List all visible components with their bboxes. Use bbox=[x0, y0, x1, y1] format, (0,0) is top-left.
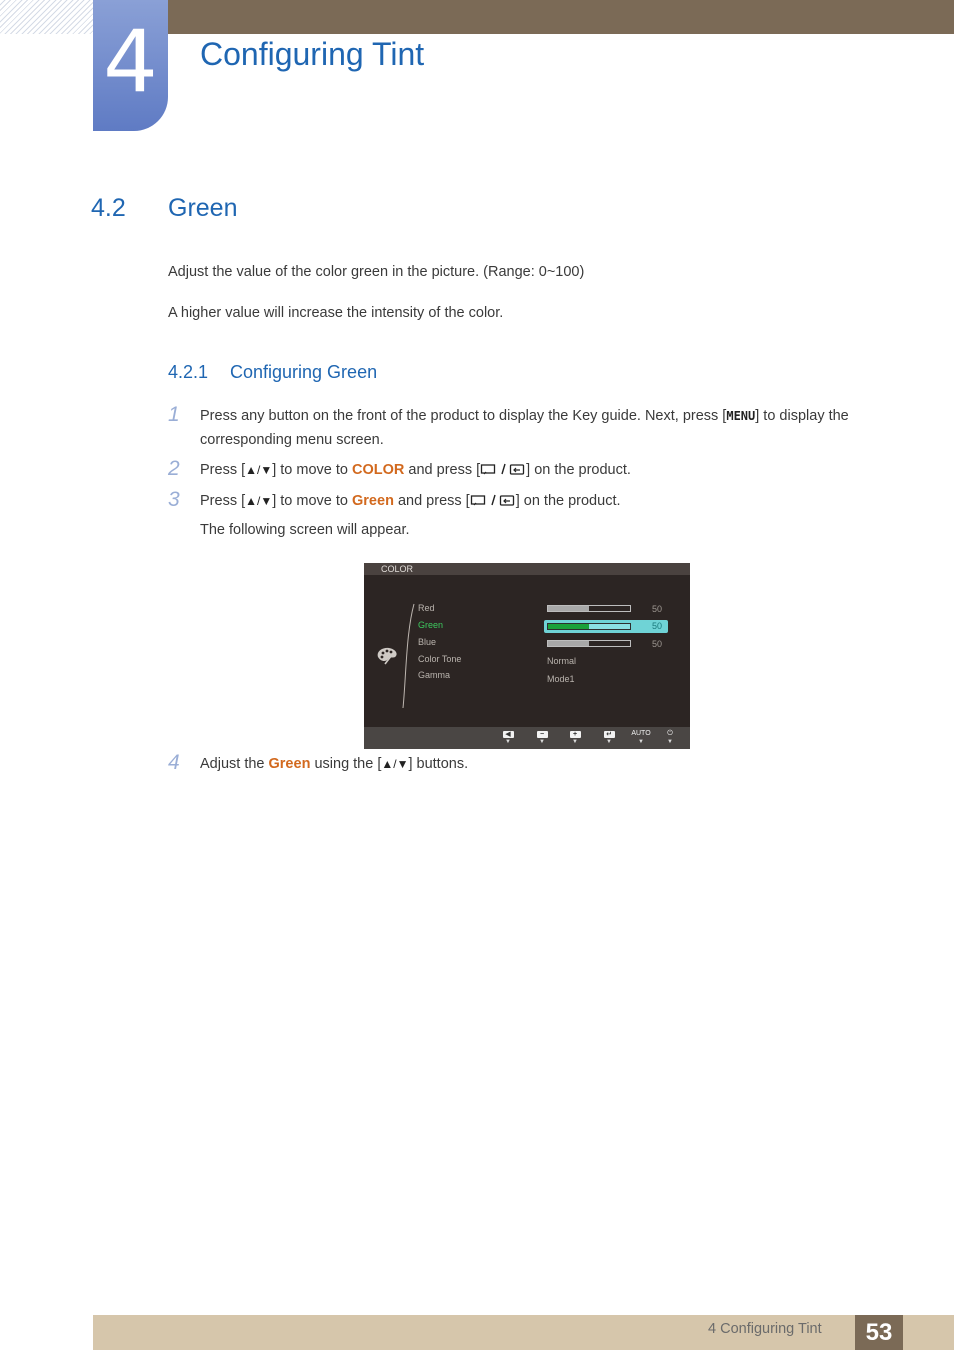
section-number: 4.2 bbox=[91, 194, 126, 222]
osd-left-button[interactable] bbox=[501, 729, 515, 747]
step-text bbox=[200, 458, 890, 482]
step-note: The following screen will appear. bbox=[200, 522, 410, 538]
blue-slider[interactable] bbox=[547, 640, 631, 647]
header-band bbox=[168, 0, 954, 34]
up-down-arrows-icon: ▲/▼ bbox=[245, 463, 273, 477]
step-text-part: Press [ bbox=[200, 493, 246, 509]
minus-icon: − bbox=[537, 731, 548, 738]
menu-target-label: Green bbox=[352, 493, 394, 509]
osd-menu-item-green[interactable]: Green bbox=[418, 620, 444, 630]
osd-menu-item-red[interactable]: Red bbox=[418, 603, 435, 613]
intro-paragraph-1: Adjust the value of the color green in the picture. (Range: 0~100) bbox=[168, 264, 585, 280]
osd-menu-item-color-tone[interactable]: Color Tone bbox=[418, 654, 462, 664]
down-marker-icon: ▼ bbox=[606, 739, 612, 745]
step-text-part: ] to move to bbox=[272, 493, 353, 509]
osd-menu-item-gamma[interactable]: Gamma bbox=[418, 670, 451, 680]
red-value: 50 bbox=[652, 604, 663, 614]
step-text-part: ] on the product. bbox=[515, 493, 621, 509]
menu-target-label: Green bbox=[268, 756, 311, 772]
red-slider-fill bbox=[548, 606, 589, 611]
red-slider[interactable] bbox=[547, 605, 631, 612]
step-text-part: ] buttons. bbox=[408, 756, 469, 772]
enter-icon: ↵ bbox=[604, 731, 615, 738]
step-text bbox=[200, 489, 890, 513]
osd-title: COLOR bbox=[381, 564, 414, 574]
gamma-value: Mode1 bbox=[547, 674, 575, 684]
color-tone-value: Normal bbox=[547, 656, 577, 666]
down-marker-icon: ▼ bbox=[667, 739, 673, 745]
left-arrow-icon: ◀ bbox=[503, 731, 514, 738]
source-enter-button-icon bbox=[470, 493, 516, 507]
header-hatch bbox=[0, 0, 93, 34]
step-text-part: ] on the product. bbox=[526, 462, 631, 478]
intro-paragraph-2: A higher value will increase the intensity of the color. bbox=[168, 305, 504, 321]
osd-auto-button[interactable] bbox=[629, 729, 653, 747]
green-slider[interactable] bbox=[547, 623, 631, 630]
footer-label: 4 Configuring Tint bbox=[708, 1321, 822, 1337]
osd-menu-item-blue[interactable]: Blue bbox=[418, 637, 437, 647]
power-icon: ⏻ bbox=[667, 730, 673, 737]
osd-minus-button[interactable] bbox=[535, 729, 549, 747]
down-marker-icon: ▼ bbox=[572, 739, 578, 745]
step-text bbox=[200, 752, 890, 776]
menu-key-label: MENU bbox=[726, 409, 756, 423]
menu-arc-decoration bbox=[402, 603, 416, 709]
step-number: 4 bbox=[168, 751, 180, 774]
step-text-part: ] to move to bbox=[272, 462, 353, 478]
blue-slider-fill bbox=[548, 641, 589, 646]
osd-plus-button[interactable] bbox=[568, 729, 582, 747]
chapter-title: Configuring Tint bbox=[200, 36, 425, 72]
green-value: 50 bbox=[652, 621, 663, 631]
auto-label: AUTO bbox=[631, 730, 651, 737]
step-number: 1 bbox=[168, 403, 180, 426]
source-enter-button-icon bbox=[480, 462, 526, 476]
blue-value: 50 bbox=[652, 639, 663, 649]
up-down-arrows-icon: ▲/▼ bbox=[381, 757, 409, 771]
osd-power-button[interactable] bbox=[663, 729, 677, 747]
menu-target-label: COLOR bbox=[352, 462, 405, 478]
chapter-number: 4 bbox=[103, 12, 158, 112]
page-number: 53 bbox=[855, 1315, 903, 1350]
down-marker-icon: ▼ bbox=[539, 739, 545, 745]
footer-band bbox=[93, 1315, 954, 1350]
plus-icon: + bbox=[570, 731, 581, 738]
up-down-arrows-icon: ▲/▼ bbox=[245, 494, 273, 508]
step-text bbox=[200, 404, 890, 452]
green-slider-fill bbox=[548, 624, 589, 629]
step-text-part: Adjust the bbox=[200, 756, 269, 772]
palette-icon bbox=[375, 645, 399, 665]
step-number: 3 bbox=[168, 488, 180, 511]
down-marker-icon: ▼ bbox=[638, 739, 644, 745]
step-text-part: Press any button on the front of the product to display the Key guide. Next, press [ bbox=[200, 408, 727, 424]
osd-enter-button[interactable] bbox=[602, 729, 616, 747]
step-text-part: ] to display the corresponding menu screen. bbox=[200, 408, 849, 448]
step-text-part: and press [ bbox=[393, 493, 470, 509]
down-marker-icon: ▼ bbox=[505, 739, 511, 745]
step-text-part: and press [ bbox=[404, 462, 481, 478]
subsection-title: Configuring Green bbox=[230, 362, 378, 382]
section-title: Green bbox=[168, 194, 238, 222]
step-number: 2 bbox=[168, 457, 180, 480]
subsection-number: 4.2.1 bbox=[168, 362, 209, 382]
step-text-part: Press [ bbox=[200, 462, 246, 478]
step-text-part: using the [ bbox=[310, 756, 382, 772]
osd-color-menu-screenshot bbox=[364, 563, 690, 749]
